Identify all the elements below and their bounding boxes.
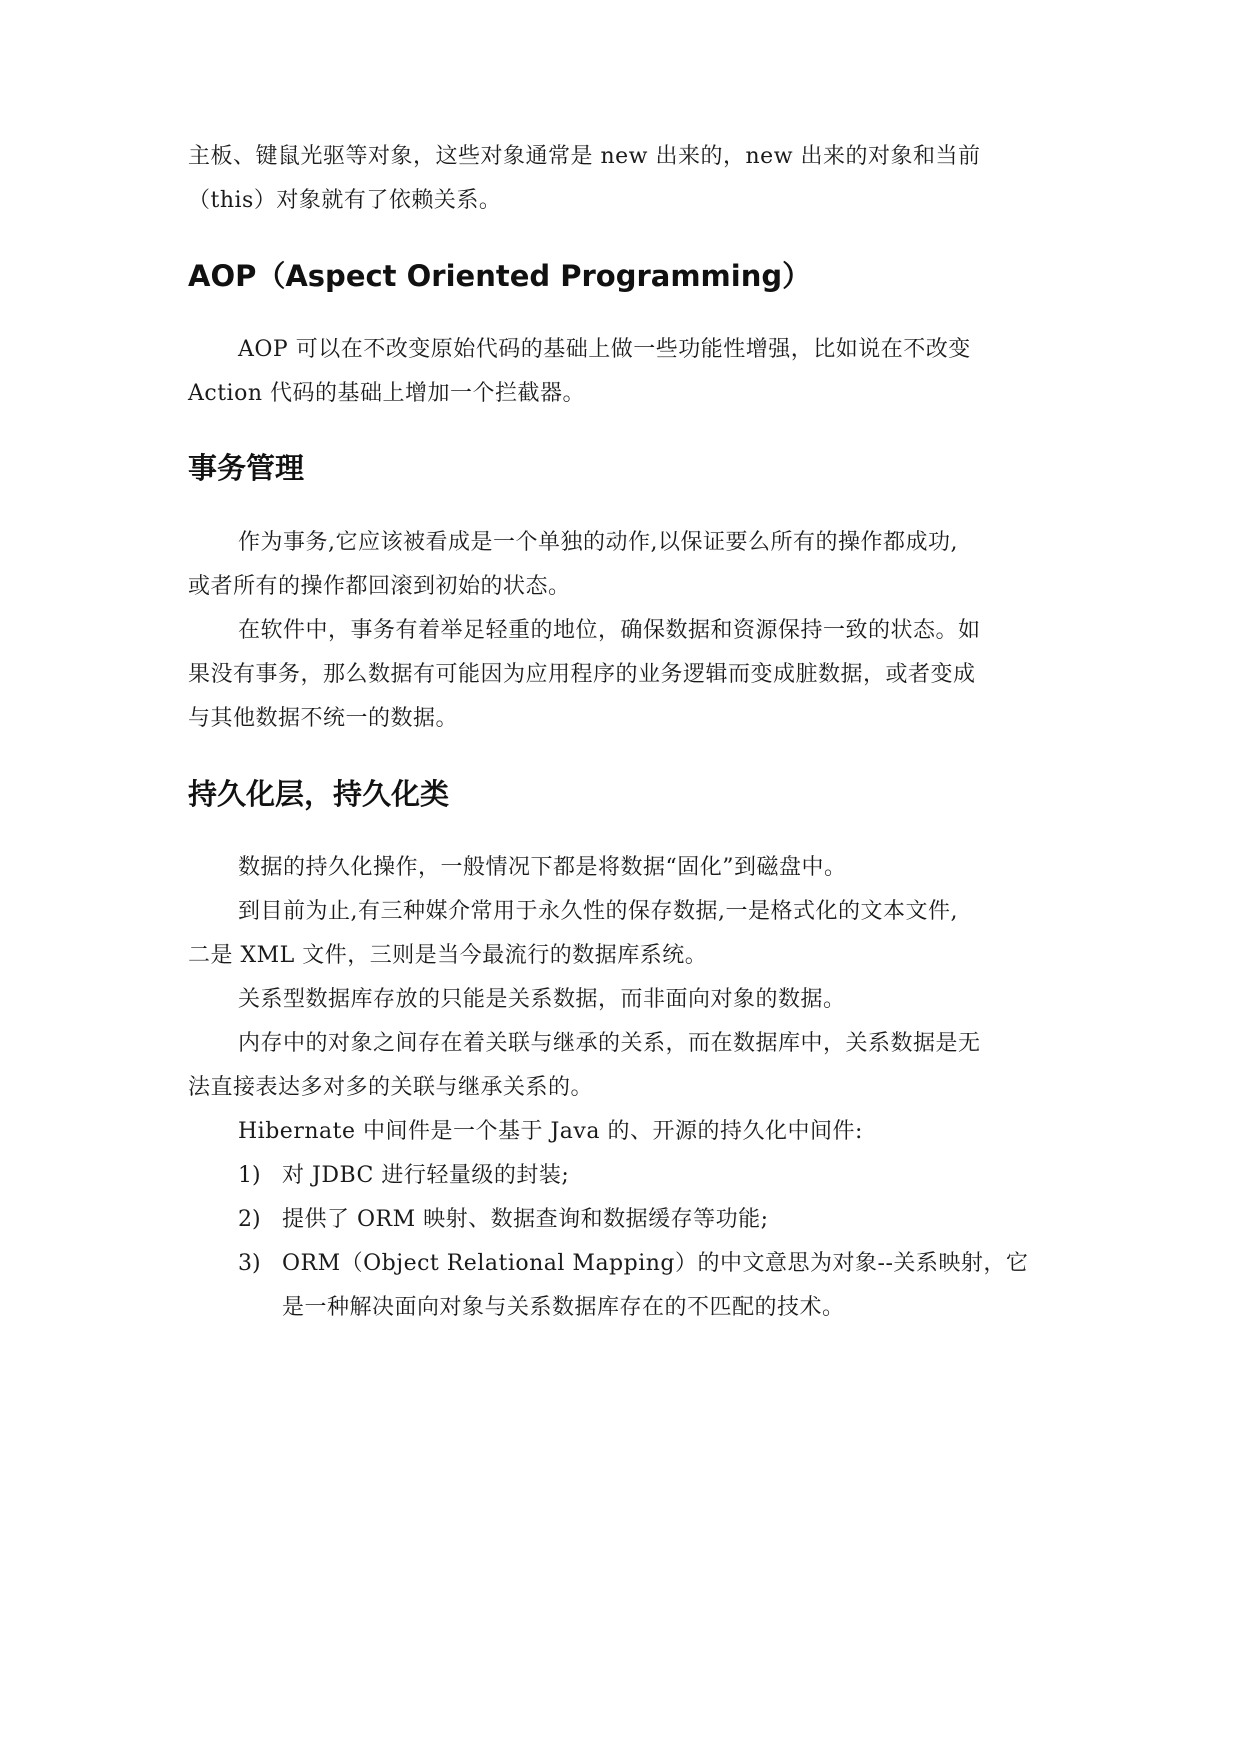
transaction-p2-line-3: 与其他数据不统一的数据。: [188, 706, 459, 731]
aop-line-2: Action 代码的基础上增加一个拦截器。: [188, 381, 585, 406]
persistence-p5: Hibernate 中间件是一个基于 Java 的、开源的持久化中间件:: [238, 1119, 863, 1144]
transaction-p1-line-2: 或者所有的操作都回滚到初始的状态。: [188, 574, 571, 599]
list-item-3-text-line-1: ORM（Object Relational Mapping）的中文意思为对象--关系映射，它: [282, 1251, 1029, 1276]
persistence-p4-line-1: 内存中的对象之间存在着关联与继承的关系，而在数据库中，关系数据是无: [238, 1031, 981, 1056]
intro-line-2: （this）对象就有了依赖关系。: [188, 188, 502, 213]
aop-line-1: AOP 可以在不改变原始代码的基础上做一些功能性增强，比如说在不改变: [238, 337, 971, 362]
aop-heading: AOP（Aspect Oriented Programming）: [188, 259, 812, 293]
transaction-heading: 事务管理: [188, 451, 305, 485]
list-item-2-text: 提供了 ORM 映射、数据查询和数据缓存等功能;: [282, 1207, 769, 1232]
list-item-1-number: 1): [238, 1163, 261, 1188]
intro-line-1: 主板、键鼠光驱等对象，这些对象通常是 new 出来的，new 出来的对象和当前: [188, 144, 981, 169]
persistence-p2-line-2: 二是 XML 文件，三则是当今最流行的数据库系统。: [188, 943, 708, 968]
persistence-p1: 数据的持久化操作，一般情况下都是将数据“固化”到磁盘中。: [238, 855, 847, 880]
list-item-3-text-line-2: 是一种解决面向对象与关系数据库存在的不匹配的技术。: [282, 1295, 845, 1320]
list-item-2-number: 2): [238, 1207, 261, 1232]
transaction-p2-line-1: 在软件中，事务有着举足轻重的地位，确保数据和资源保持一致的状态。如: [238, 618, 981, 643]
list-item-1-text: 对 JDBC 进行轻量级的封装;: [282, 1163, 570, 1188]
persistence-p3: 关系型数据库存放的只能是关系数据，而非面向对象的数据。: [238, 987, 846, 1012]
persistence-p2-line-1: 到目前为止,有三种媒介常用于永久性的保存数据,一是格式化的文本文件,: [238, 899, 958, 924]
transaction-p2-line-2: 果没有事务，那么数据有可能因为应用程序的业务逻辑而变成脏数据，或者变成: [188, 662, 976, 687]
persistence-p4-line-2: 法直接表达多对多的关联与继承关系的。: [188, 1075, 594, 1100]
persistence-heading: 持久化层，持久化类: [188, 777, 450, 811]
transaction-p1-line-1: 作为事务,它应该被看成是一个单独的动作,以保证要么所有的操作都成功,: [238, 530, 958, 555]
list-item-3-number: 3): [238, 1251, 261, 1276]
